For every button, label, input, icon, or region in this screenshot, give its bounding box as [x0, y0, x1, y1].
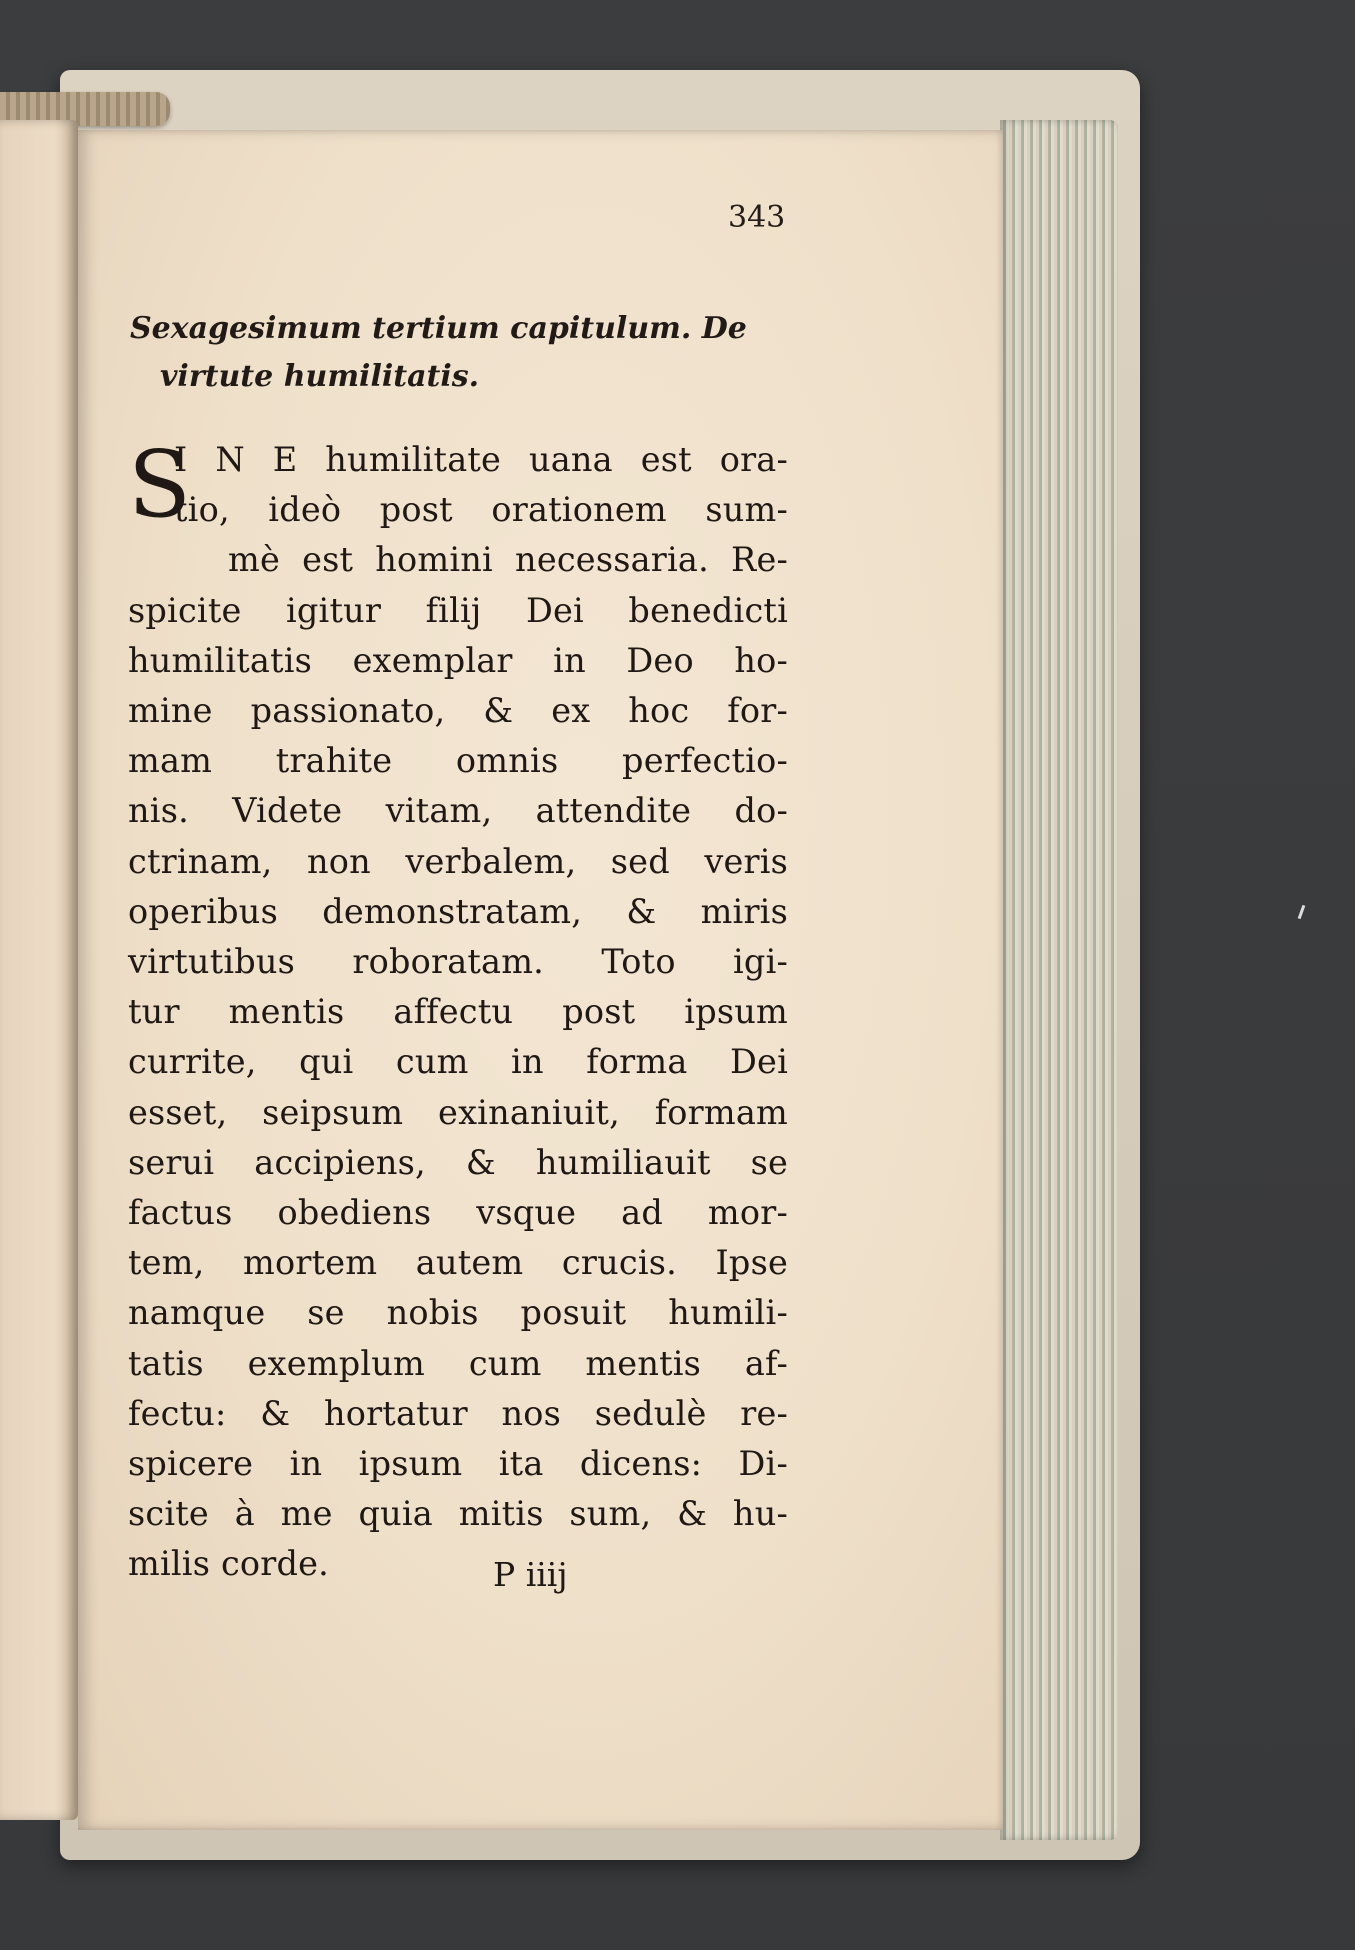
- text-line: I N E humilitate uana est ora-: [174, 440, 788, 479]
- text-line: esset, seipsum exinaniuit, formam: [128, 1092, 788, 1132]
- drop-cap: S: [128, 431, 192, 538]
- text-line: mè est homini necessaria. Re-: [228, 540, 788, 580]
- page-number: 343: [728, 200, 786, 235]
- text-line: mine passionato, & ex hoc for-: [128, 691, 788, 731]
- text-line: fectu: & hortatur nos sedulè re-: [128, 1393, 788, 1433]
- text-line: tio, ideò post orationem sum-: [174, 490, 788, 530]
- text-line: tur mentis affectu post ipsum: [128, 992, 788, 1032]
- body-text: [128, 431, 788, 1590]
- text-line: nis. Videte vitam, attendite do-: [128, 791, 788, 831]
- background-speck: [1298, 905, 1306, 919]
- text-line: serui accipiens, & humiliauit se: [128, 1142, 788, 1182]
- chapter-heading: [130, 305, 790, 401]
- previous-page-edge: [0, 120, 78, 1820]
- chapter-heading-line-2: virtute humilitatis.: [160, 359, 480, 394]
- chapter-heading-line-1: Sexagesimum tertium capitulum. De: [130, 311, 747, 346]
- text-line: milis corde.: [128, 1544, 330, 1584]
- text-line: namque se nobis posuit humili-: [128, 1293, 788, 1333]
- signature-mark: P iiij: [493, 1555, 568, 1594]
- text-line: spicite igitur filij Dei benedicti: [128, 590, 788, 630]
- first-lines-block: [128, 431, 788, 538]
- text-line: ctrinam, non verbalem, sed veris: [128, 841, 788, 881]
- book-page: [78, 130, 1003, 1830]
- text-line: spicere in ipsum ita dicens: Di-: [128, 1444, 788, 1484]
- text-line: tem, mortem autem crucis. Ipse: [128, 1243, 788, 1283]
- text-line: factus obediens vsque ad mor-: [128, 1193, 788, 1233]
- text-line: currite, qui cum in forma Dei: [128, 1042, 788, 1082]
- page-block-fore-edge: [1000, 120, 1118, 1840]
- text-line: scite à me quia mitis sum, & hu-: [128, 1494, 788, 1534]
- text-line: humilitatis exemplar in Deo ho-: [128, 640, 788, 680]
- text-line: virtutibus roboratam. Toto igi-: [128, 942, 788, 982]
- text-line: mam trahite omnis perfectio-: [128, 741, 788, 781]
- text-line: tatis exemplum cum mentis af-: [128, 1343, 788, 1383]
- text-line: operibus demonstratam, & miris: [128, 891, 788, 931]
